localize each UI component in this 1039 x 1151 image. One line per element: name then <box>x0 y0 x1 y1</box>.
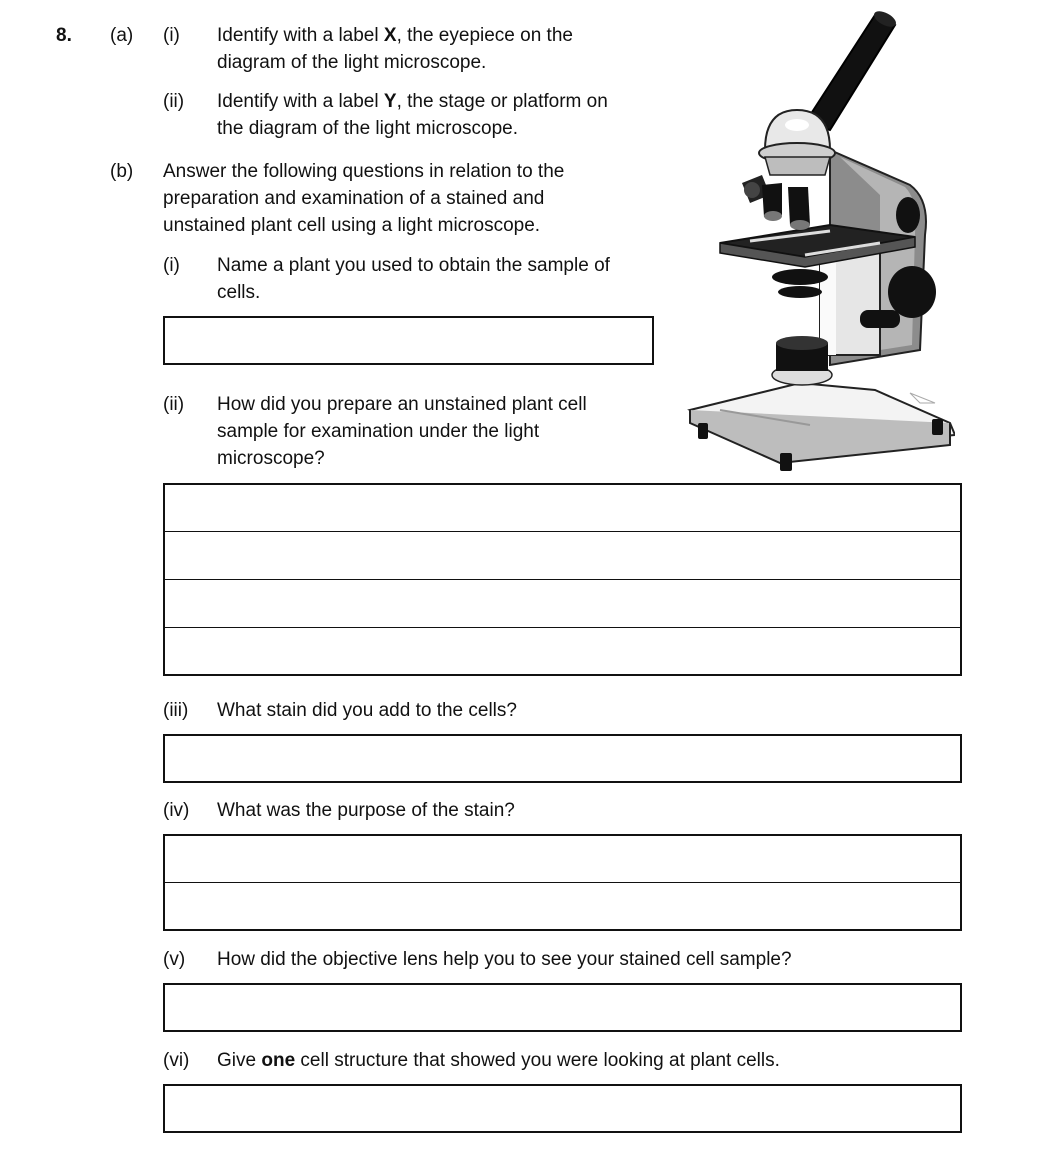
part-b-i-line1: Name a plant you used to obtain the sample of <box>217 255 610 276</box>
answer-line <box>165 579 960 580</box>
part-b-intro-line3: unstained plant cell using a light microscope. <box>163 215 541 236</box>
part-b-iii-label: (iii) <box>163 700 189 721</box>
part-a-ii-label: (ii) <box>163 91 185 112</box>
focus-knob <box>888 266 936 318</box>
part-b-ii-line1: How did you prepare an unstained plant cell <box>217 394 587 415</box>
question-number: 8. <box>56 25 72 46</box>
part-b-vi-label: (vi) <box>163 1050 190 1071</box>
part-b-label: (b) <box>110 161 134 182</box>
part-a-i-line2: diagram of the light microscope. <box>217 52 487 73</box>
part-b-vi-text: Give one cell structure that showed you were looking at plant cells. <box>217 1050 780 1071</box>
part-b-intro-line2: preparation and examination of a stained and <box>163 188 545 209</box>
microscope-base <box>690 383 955 471</box>
part-b-v-text: How did the objective lens help you to see your stained cell sample? <box>217 949 792 970</box>
answer-box-objective-lens[interactable] <box>163 983 962 1032</box>
part-b-iv-text: What was the purpose of the stain? <box>217 800 515 821</box>
answer-line <box>165 627 960 628</box>
light-source <box>772 336 832 385</box>
answer-line <box>165 882 960 883</box>
answer-box-stain-purpose[interactable] <box>163 834 962 931</box>
answer-line <box>165 531 960 532</box>
part-b-i-line2: cells. <box>217 282 261 303</box>
part-b-ii-line2: sample for examination under the light <box>217 421 540 442</box>
answer-box-preparation[interactable] <box>163 483 962 676</box>
part-b-ii-label: (ii) <box>163 394 185 415</box>
part-b-intro-line1: Answer the following questions in relation to the <box>163 161 565 182</box>
part-a-i-line1: Identify with a label X, the eyepiece on the <box>217 25 573 46</box>
answer-box-plant-name[interactable] <box>163 316 654 365</box>
part-b-v-label: (v) <box>163 949 186 970</box>
part-a-label: (a) <box>110 25 134 46</box>
part-b-iv-label: (iv) <box>163 800 190 821</box>
microscope-eyepiece-tube <box>805 8 898 130</box>
part-a-ii-line2: the diagram of the light microscope. <box>217 118 518 139</box>
answer-box-stain[interactable] <box>163 734 962 783</box>
part-b-ii-line3: microscope? <box>217 448 325 469</box>
objective-lenses <box>742 175 810 230</box>
part-b-i-label: (i) <box>163 255 180 276</box>
part-a-ii-line1: Identify with a label Y, the stage or platform on <box>217 91 608 112</box>
light-microscope-diagram <box>680 5 955 475</box>
answer-box-cell-structure[interactable] <box>163 1084 962 1133</box>
part-a-i-label: (i) <box>163 25 180 46</box>
coarse-focus-knob <box>896 197 920 233</box>
part-b-iii-text: What stain did you add to the cells? <box>217 700 517 721</box>
